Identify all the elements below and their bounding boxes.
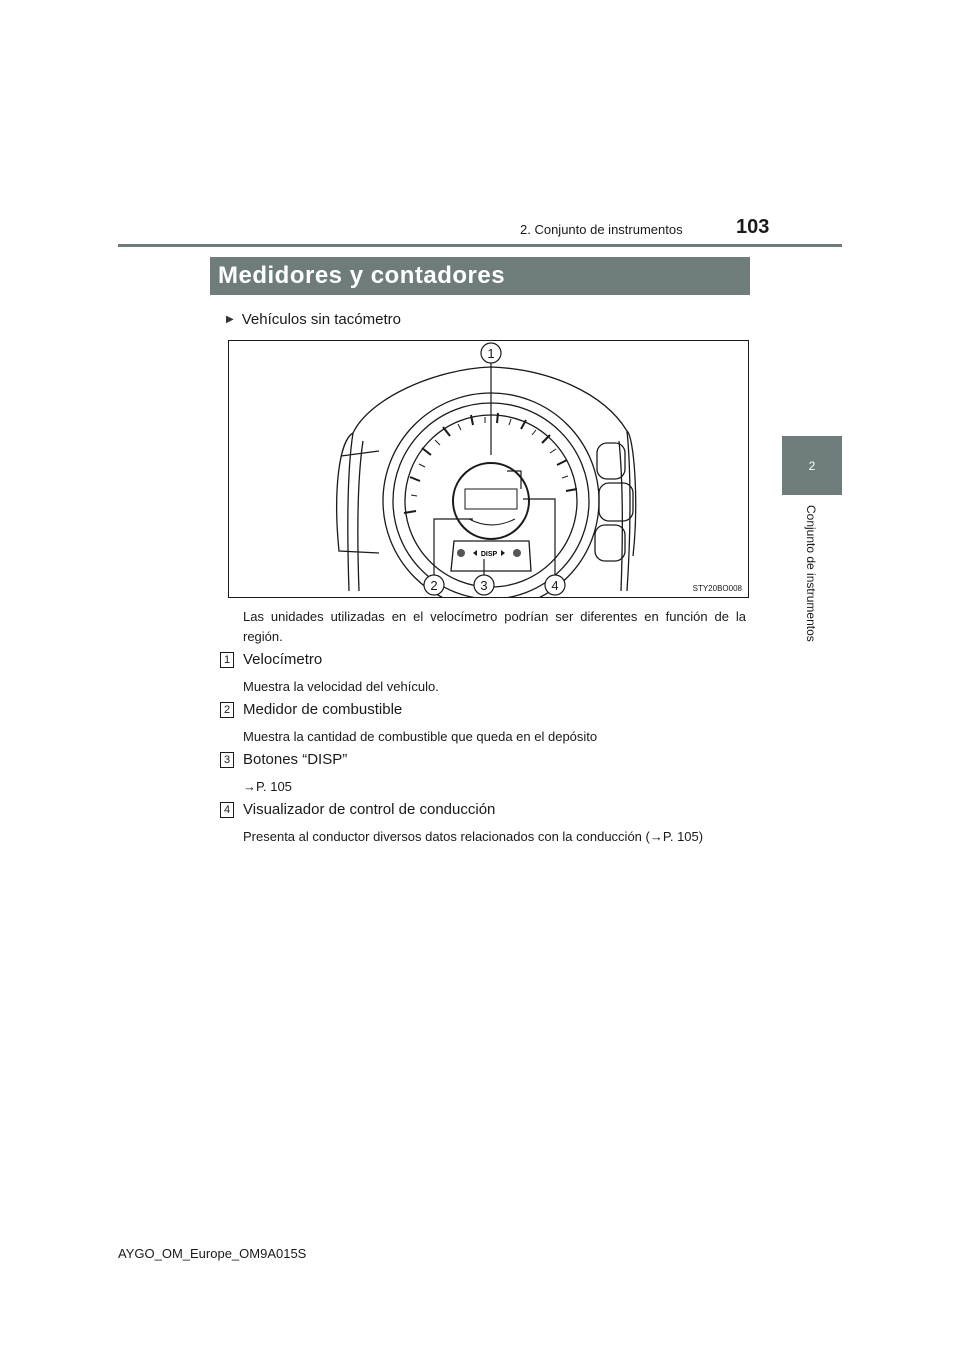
section-banner <box>210 257 750 295</box>
disp-button-label: DISP <box>480 551 498 558</box>
item-title: Medidor de combustible <box>243 701 403 718</box>
item-title: Visualizador de control de conducción <box>243 801 496 818</box>
footer-doc-id: AYGO_OM_Europe_OM9A015S <box>118 1246 307 1261</box>
item-number-badge: 4 <box>220 802 234 818</box>
chapter-tab <box>782 436 842 495</box>
subheading-text: Vehículos sin tacómetro <box>241 311 401 328</box>
item-number-badge: 1 <box>220 652 234 668</box>
item-description: Presenta al conductor diversos datos relacionados con la conducción (→P. 105) <box>243 829 704 844</box>
region-note: Las unidades utilizadas en el velocímetro podrían ser diferentes en función de la región. <box>243 609 746 644</box>
callout-4: 4 <box>551 578 559 593</box>
page-reference-link[interactable]: →P. 105 <box>243 779 292 794</box>
subheading <box>226 311 401 328</box>
callout-3: 3 <box>480 578 488 593</box>
chapter-tab-number: 2 <box>808 458 816 473</box>
item-title: Botones “DISP” <box>243 751 348 768</box>
item-number-badge: 3 <box>220 752 234 768</box>
header-section-title: 2. Conjunto de instrumentos <box>520 222 683 237</box>
instrument-cluster-illustration <box>229 341 748 597</box>
item-number-badge: 2 <box>220 702 234 718</box>
figure-code: STY20BO008 <box>692 584 742 593</box>
item-description: Muestra la cantidad de combustible que queda en el depósito <box>243 729 598 744</box>
instrument-cluster-figure <box>228 340 749 598</box>
chapter-side-label: Conjunto de instrumentos <box>804 505 818 642</box>
triangle-bullet-icon: ▶ <box>226 314 234 325</box>
header-rule <box>118 244 842 247</box>
callout-1: 1 <box>487 346 495 361</box>
item-description: Muestra la velocidad del vehículo. <box>243 679 439 694</box>
item-title: Velocímetro <box>243 651 323 668</box>
callout-2: 2 <box>430 578 438 593</box>
chapter-side-label-wrap <box>804 505 824 655</box>
page-number: 103 <box>736 216 770 238</box>
section-title: Medidores y contadores <box>218 262 506 289</box>
